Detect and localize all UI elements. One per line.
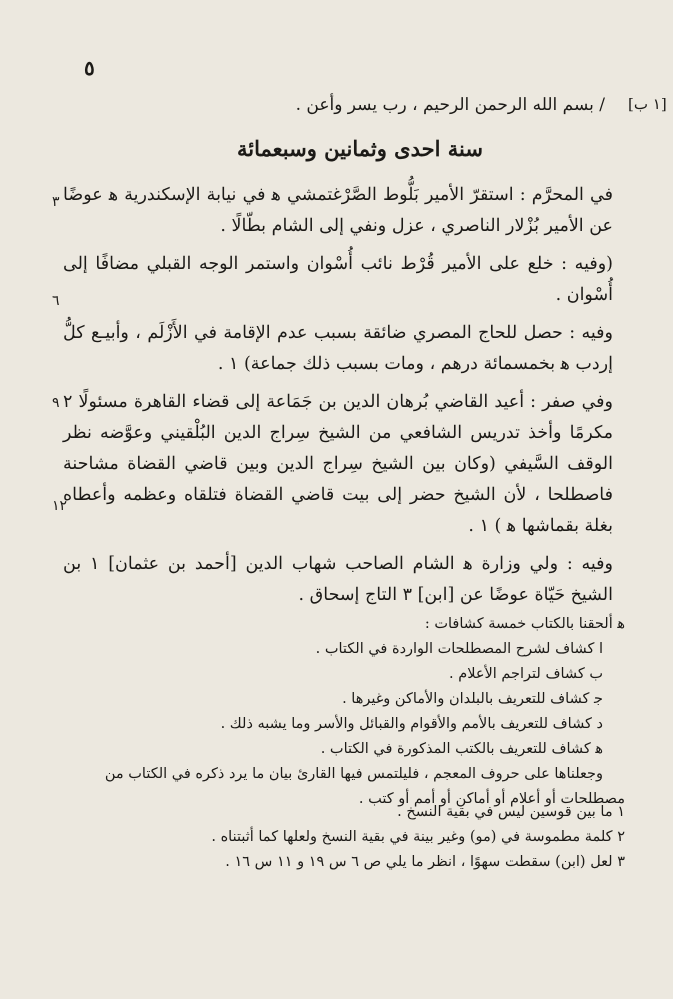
note-intro: ﻫ ألحقنا بالكتاب خمسة كشافات : [424, 616, 625, 632]
note-item: د كشاف للتعريف بالأمم والأقوام والقبائل والأسر وما يشبه ذلك . [220, 716, 603, 732]
year-heading: سنة احدى وثمانين وسبعمائة [237, 136, 483, 161]
main-text [63, 180, 613, 618]
footnote: ١ ما بين قوسين ليس في بقية النسخ . [397, 804, 625, 820]
indexes-note [55, 612, 625, 812]
note-item: ب كشاف لتراجم الأعلام . [449, 666, 603, 682]
basmala-line: / بسم الله الرحمن الرحيم ، رب يسر وأعن . [295, 95, 605, 115]
line-number: ٩ [52, 395, 60, 411]
paragraph-hajj: وفيه : حصل للحاج المصري ضائقة بسبب عدم الإقامة في الأَزْلَم ، وأبيـع كلُّ إردب ﻫ بخمسمائة درهم ، ومات بسبب ذلك جماعة) ١ . [63, 323, 613, 374]
footnote: ٢ كلمة مطموسة في (مو) وغير بينة في بقية النسخ ولعلها كما أثبتناه . [211, 829, 625, 845]
line-numbers [52, 180, 76, 580]
paragraph-wizara: وفيه : ولي وزارة ﻫ الشام الصاحب شهاب الدين [أحمد بن عثمان] ١ بن الشيخ حَيّاة عوضًا عن [ابن] ٣ التاج إسحاق . [63, 554, 613, 605]
line-number: ١٢ [52, 498, 68, 514]
note-item: ا كشاف لشرح المصطلحات الواردة في الكتاب . [315, 641, 603, 657]
page-number: ٥ [84, 56, 95, 80]
paragraph-safar: وفي صفر : أعيد القاضي بُرهان الدين بن جَمَاعة إلى قضاء القاهرة مسئولًا ٢ مكرمًا وأخذ تدريس الشافعي من الشيخ سِراج الدين البُلْقيني وعوَّضه نظر الوقف السَّيفي (وكان بين الشيخ سِراج الدين وبين قاضي القضاة مشاحنة فاصطلحا ، لأن الشيخ حضر إلى بيت قاضي القضاة فتلقاه وعظمه وأعطاه بغلة بقماشها ﻫ ) ١ . [63, 392, 613, 536]
line-number: ٣ [52, 194, 60, 210]
note-item: ﺟ كشاف للتعريف بالبلدان والأماكن وغيرها . [342, 691, 603, 707]
paragraph-aswan: (وفيه : خلع على الأمير قُرْط نائب أُسْوان واستمر الوجه القبلي مضافًا إلى أُسْوان . [63, 254, 613, 305]
line-number: ٦ [52, 293, 60, 309]
paragraph-muharram: في المحرَّم : استقرّ الأمير بَلُّوط الصَّرْغتمشي ﻫ في نيابة الإسكندرية ﻫ عوضًا عن الأمير بُزْلار الناصري ، عزل ونفي إلى الشام بطّالًا . [63, 185, 613, 236]
footnote: ٣ لعل (ابن) سقطت سهوًا ، انظر ما يلي ص ٦ س ١٩ و ١١ س ١٦ . [225, 854, 625, 870]
folio-reference: [١ ب] [628, 95, 667, 113]
note-closing: وجعلناها على حروف المعجم ، فليلتمس فيها القارئ بيان ما يرد ذكره في الكتاب من [104, 766, 603, 782]
note-closing: مصطلحات أو أعلام أو أماكن أو أمم أو كتب . [358, 791, 625, 807]
footnotes [55, 800, 625, 875]
note-item: ﻫ كشاف للتعريف بالكتب المذكورة في الكتاب . [320, 741, 603, 757]
